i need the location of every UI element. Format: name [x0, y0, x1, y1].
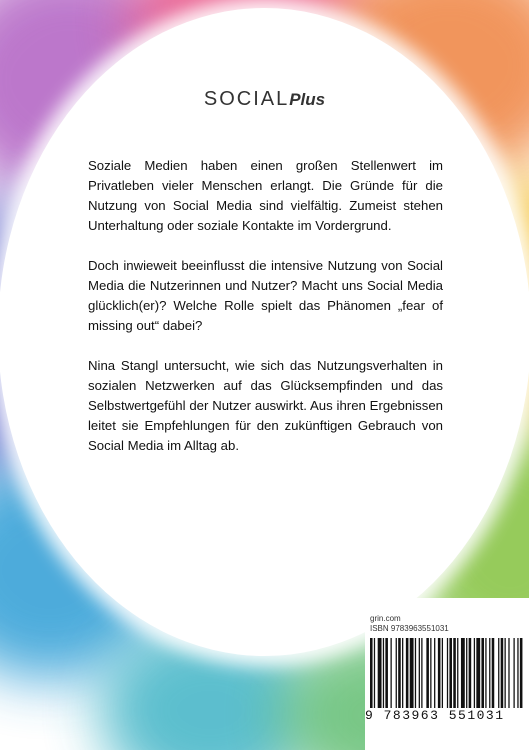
blurb-paragraph-1: Soziale Medien haben einen großen Stellenwert im Privatleben vieler Menschen erlangt. Die Gründe für die Nutzung von Social Media sind vielfältig. Zumeist stehen Unterhaltung oder soziale Kontakte im Vordergrund. — [88, 158, 443, 233]
barcode-bar — [406, 638, 409, 708]
barcode-block — [365, 598, 529, 750]
publisher-site: grin.com — [370, 614, 401, 623]
barcode-bar — [426, 638, 429, 708]
barcode-bar — [410, 638, 414, 708]
barcode-bar — [390, 638, 391, 708]
blurb — [88, 156, 443, 476]
barcode-bar — [385, 638, 388, 708]
barcode-bar — [513, 638, 514, 708]
barcode-bars — [370, 638, 525, 708]
barcode-bar — [517, 638, 518, 708]
barcode-bar — [461, 638, 465, 708]
barcode-bar — [370, 638, 373, 708]
barcode-bar — [498, 638, 499, 708]
barcode-bar — [415, 638, 416, 708]
barcode-bar — [508, 638, 509, 708]
barcode-bar — [520, 638, 523, 708]
barcode-bar — [447, 638, 448, 708]
barcode-bar — [449, 638, 452, 708]
blurb-paragraph-2: Doch inwieweit beeinflusst die intensive Nutzung von Social Media die Nutzerinnen und Nutzer? Macht uns Social Media glücklich(er)? Welche Rolle spielt das Phänomen „fear of missing out“ dabei? — [88, 258, 443, 333]
barcode-bar — [457, 638, 458, 708]
isbn-text: ISBN 9783963551031 — [370, 624, 449, 633]
barcode-bar — [402, 638, 403, 708]
logo-social: SOCIAL — [203, 88, 290, 110]
barcode-bar — [485, 638, 486, 708]
barcode-bar — [442, 638, 443, 708]
barcode-meta — [370, 614, 449, 634]
barcode-bar — [396, 638, 397, 708]
barcode-bar — [374, 638, 375, 708]
barcode-bar — [438, 638, 441, 708]
barcode-bar — [466, 638, 467, 708]
logo-plus: Plus — [289, 90, 326, 109]
barcode-digits: 9 783963 551031 — [365, 708, 505, 723]
barcode-bar — [474, 638, 475, 708]
barcode-bar — [430, 638, 431, 708]
barcode-bar — [492, 638, 495, 708]
publisher-logo — [0, 88, 529, 111]
barcode-bar — [505, 638, 506, 708]
barcode-bar — [434, 638, 435, 708]
barcode-bar — [378, 638, 382, 708]
barcode-bar — [469, 638, 472, 708]
barcode-bar — [453, 638, 456, 708]
barcode-bar — [398, 638, 401, 708]
barcode-bar — [501, 638, 504, 708]
barcode-bar — [481, 638, 484, 708]
barcode-bar — [421, 638, 422, 708]
barcode-bar — [383, 638, 384, 708]
barcode-bar — [419, 638, 420, 708]
blurb-paragraph-3: Nina Stangl untersucht, wie sich das Nutzungsverhalten in sozialen Netzwerken auf das Glücksempfinden und das Selbstwertgefühl der Nutzer auswirkt. Aus ihren Ergebnissen leitet sie Empfehlungen für den zukünftigen Gebrauch von Social Media im Alltag ab. — [88, 358, 443, 453]
barcode-bar — [489, 638, 490, 708]
barcode-bar — [476, 638, 480, 708]
